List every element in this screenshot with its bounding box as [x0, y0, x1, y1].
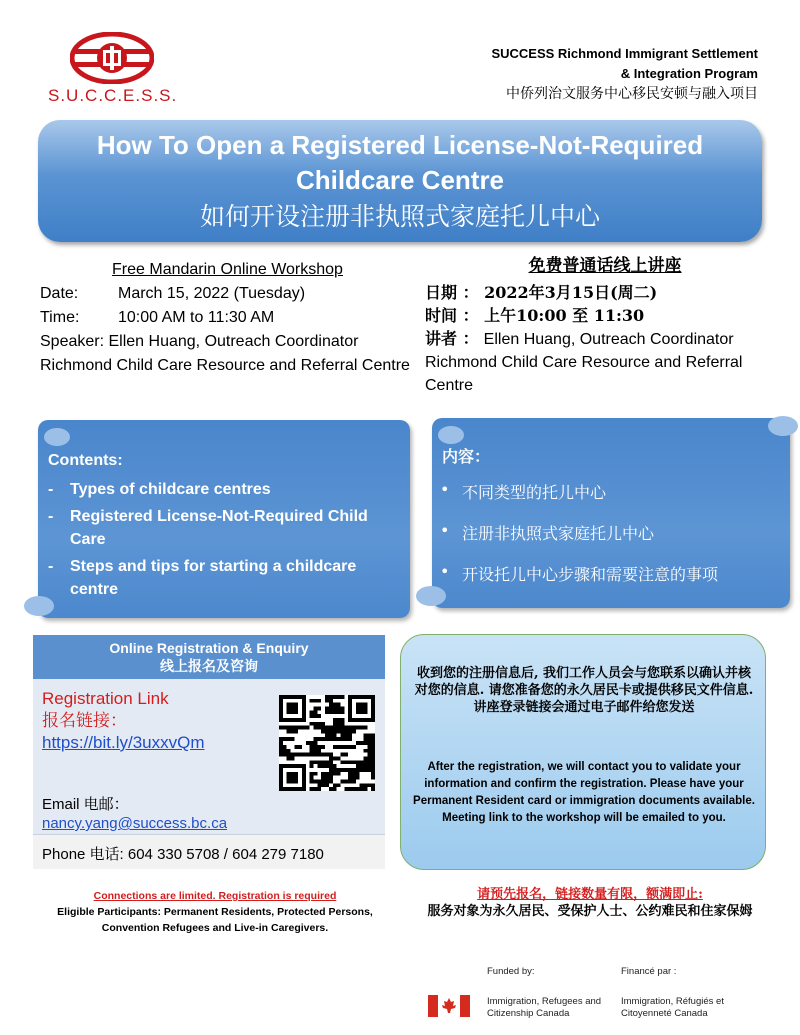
- list-item: • 不同类型的托儿中心: [440, 480, 607, 502]
- eligible-participants-en: Eligible Participants: Permanent Residents, Protected Persons, Convention Refugees and Live-in Caregivers.: [57, 906, 373, 934]
- contents-list-en: [48, 478, 403, 605]
- speaker-row: [40, 330, 415, 354]
- scroll-curl-icon: [44, 428, 70, 446]
- registration-header-cn: 线上报名及咨询: [160, 659, 258, 675]
- title-banner: [38, 120, 762, 242]
- date-row: [40, 282, 415, 306]
- registration-header-en: Online Registration & Enquiry: [109, 640, 309, 656]
- speaker-org: Richmond Child Care Resource and Referral Centre: [40, 357, 410, 374]
- eligible-participants-cn: 服务对象为永久居民、受保护人士、公约难民和住家保姆: [427, 904, 753, 919]
- org-line-2: & Integration Program: [620, 66, 758, 81]
- funded-by-label: Funded by:: [487, 966, 535, 977]
- speaker-label-cn: 讲者 ：: [425, 329, 479, 348]
- footnote-cn: [420, 886, 760, 920]
- registration-box: [33, 635, 385, 869]
- event-info-en: [40, 258, 415, 378]
- title-cn: 如何开设注册非执照式家庭托儿中心: [199, 202, 600, 231]
- notice-cn: 收到您的注册信息后, 我们工作人员会与您联系以确认并核对您的信息. 请您准备您的永久居民卡或提供移民文件信息. 讲座登录链接会通过电子邮件给您发送: [414, 666, 754, 715]
- workshop-heading-en: Free Mandarin Online Workshop: [112, 261, 343, 278]
- registration-link[interactable]: https://bit.ly/3uxxvQm: [42, 733, 205, 752]
- speaker-label: Speaker:: [40, 333, 105, 350]
- success-logo-icon: [70, 32, 154, 84]
- registration-warning-cn: 请预先报名，链接数量有限，额满即止:: [477, 887, 703, 902]
- contents-title-en: Contents:: [48, 452, 123, 469]
- speaker-value: Ellen Huang, Outreach Coordinator: [108, 333, 359, 350]
- funder-name-en: Immigration, Refugees and Citizenship Canada: [487, 996, 602, 1019]
- notice-en: After the registration, we will contact you to validate your information and confirm the registration. Please have your Permanent Resident card or immigration documents available. Meeting link to the workshop will be emailed to you.: [413, 761, 755, 824]
- org-line-1: SUCCESS Richmond Immigrant Settlement: [491, 46, 758, 61]
- contents-list-cn: [440, 480, 780, 603]
- success-logo: [48, 32, 178, 112]
- contents-panel-en: [38, 420, 410, 618]
- list-item: • 开设托儿中心步骤和需要注意的事项: [440, 562, 719, 584]
- funder-block: [423, 962, 748, 1028]
- registration-link-label: Registration Link 报名链接：: [42, 689, 169, 730]
- title-en-line-2: Childcare Centre: [295, 165, 505, 195]
- funder-name-fr: Immigration, Réfugiés et Citoyenneté Canada: [621, 996, 724, 1019]
- registration-body: [33, 679, 385, 834]
- workshop-heading-cn: 免费普通话线上讲座: [528, 256, 682, 276]
- registration-header: [33, 635, 385, 679]
- contents-title-cn: 内容：: [442, 447, 491, 466]
- registration-warning-en: Connections are limited. Registration is required: [93, 890, 337, 902]
- list-item: - Steps and tips for starting a childcare centre: [48, 558, 357, 598]
- email-label: Email 电邮：: [42, 796, 129, 813]
- footnote-en: [40, 888, 390, 936]
- qr-code-icon[interactable]: [279, 695, 375, 791]
- speaker-value-cn: Ellen Huang, Outreach Coordinator: [483, 331, 734, 348]
- time-row: [40, 306, 415, 330]
- date-value: March 15, 2022 (Tuesday): [118, 285, 306, 302]
- date-label: Date:: [40, 285, 79, 302]
- time-value: 10:00 AM to 11:30 AM: [118, 309, 275, 326]
- scroll-curl-icon: [768, 416, 798, 436]
- org-line-3: 中侨列治文服务中心移民安顿与融入项目: [506, 86, 758, 102]
- time-label: Time:: [40, 309, 80, 326]
- scroll-curl-icon: [438, 426, 464, 444]
- canada-flag-icon: [428, 995, 470, 1017]
- date-row-cn: 日期 ： 2022年3月15日(周二): [425, 283, 658, 302]
- list-item: - Registered License-Not-Required Child Care: [48, 508, 368, 548]
- finance-par-label: Financé par :: [621, 966, 677, 977]
- time-row-cn: 时间 ： 上午10:00 至 11:30: [425, 306, 645, 325]
- title-en-line-1: How To Open a Registered License-Not-Required: [96, 130, 704, 160]
- email-link[interactable]: nancy.yang@success.bc.ca: [42, 815, 228, 832]
- notice-box: [400, 634, 766, 870]
- logo-text: S.U.C.C.E.S.S.: [48, 86, 178, 105]
- speaker-row-cn: [425, 327, 785, 351]
- phone-line: Phone 电话: 604 330 5708 / 604 279 7180: [33, 834, 385, 869]
- list-item: - Types of childcare centres: [48, 481, 271, 498]
- list-item: • 注册非执照式家庭托儿中心: [440, 521, 655, 543]
- speaker-org-cn: Richmond Child Care Resource and Referral Centre: [425, 354, 743, 394]
- event-info-cn: [425, 255, 785, 397]
- org-header: [418, 44, 758, 104]
- contents-panel-cn: [432, 418, 790, 608]
